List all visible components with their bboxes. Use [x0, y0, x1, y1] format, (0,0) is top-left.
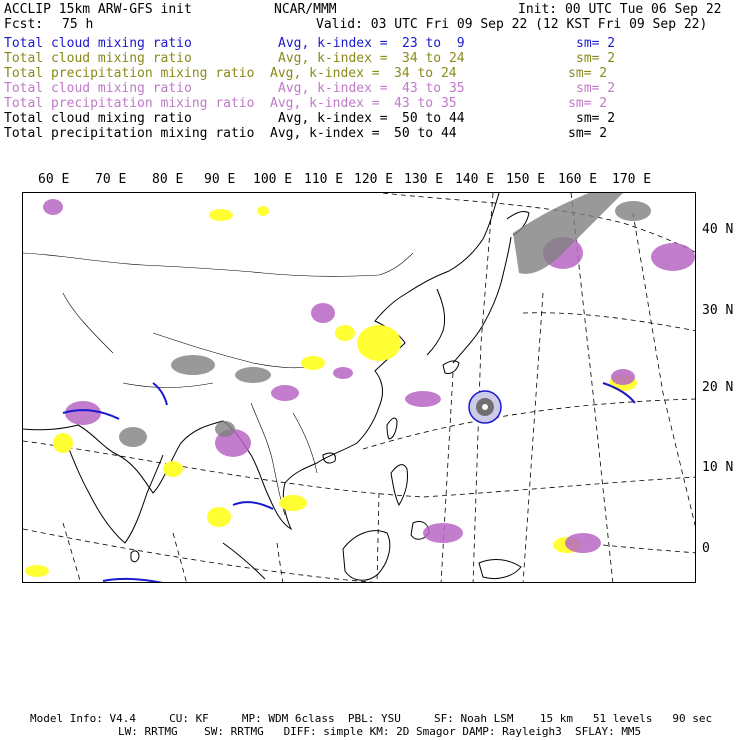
- gray-patch: [235, 367, 271, 383]
- korea-peninsula: [427, 289, 445, 355]
- legend-range: 23 to 9: [402, 36, 465, 51]
- lat-line: [23, 529, 403, 583]
- asia-mainland-coast: [23, 193, 499, 529]
- longitude-label: 160 E: [558, 172, 598, 187]
- model-title: ACCLIP 15km ARW-GFS init: [4, 2, 192, 17]
- gray-patch: [615, 201, 651, 221]
- lon-line: [473, 193, 493, 583]
- latitude-label: 0: [702, 541, 710, 556]
- yellow-patch: [257, 206, 269, 216]
- blue-streak: [233, 502, 273, 509]
- legend-avg: Avg, k-index =: [278, 51, 388, 66]
- yellow-patch: [163, 461, 183, 477]
- gray-patch: [171, 355, 215, 375]
- kyushu: [443, 361, 459, 374]
- map-canvas: [23, 193, 696, 583]
- legend-avg: Avg, k-index =: [278, 111, 388, 126]
- blue-cloud-field: [63, 383, 635, 583]
- longitude-label: 170 E: [612, 172, 652, 187]
- legend-range: 43 to 35: [394, 96, 457, 111]
- lon-line: [441, 373, 453, 583]
- typhoon: [469, 391, 501, 423]
- purple-cloud-field: [43, 199, 695, 553]
- yellow-patch: [25, 565, 49, 577]
- yellow-patch: [335, 325, 355, 341]
- model-info-line-2: LW: RRTMG SW: RRTMG DIFF: simple KM: 2D Smagor DAMP: Rayleigh3 SFLAY: MM5: [118, 725, 642, 738]
- purple-patch: [271, 385, 299, 401]
- blue-streak: [103, 579, 163, 583]
- yellow-patch: [301, 356, 325, 370]
- legend-avg: Avg, k-index =: [278, 36, 388, 51]
- lon-line: [63, 523, 81, 583]
- yellow-patch: [53, 433, 73, 453]
- latitude-label: 20 N: [702, 380, 734, 395]
- purple-patch: [565, 533, 601, 553]
- longitude-label: 70 E: [95, 172, 127, 187]
- longitude-label: 90 E: [204, 172, 236, 187]
- yellow-patch: [279, 495, 307, 511]
- legend-avg: Avg, k-index =: [270, 126, 380, 141]
- longitude-label: 110 E: [304, 172, 344, 187]
- taiwan: [387, 418, 397, 439]
- gray-patch: [215, 421, 235, 437]
- legend-sm: sm= 2: [568, 126, 608, 141]
- yellow-patch: [209, 209, 233, 221]
- legend-field: Total cloud mixing ratio: [4, 81, 192, 96]
- purple-patch: [405, 391, 441, 407]
- legend-field: Total cloud mixing ratio: [4, 51, 192, 66]
- longitude-label: 140 E: [455, 172, 495, 187]
- purple-patch: [65, 401, 101, 425]
- graticule: [23, 193, 696, 583]
- latitude-label: 30 N: [702, 303, 734, 318]
- purple-patch: [43, 199, 63, 215]
- legend-avg: Avg, k-index =: [278, 81, 388, 96]
- legend-range: 34 to 24: [394, 66, 457, 81]
- legend-avg: Avg, k-index =: [270, 96, 380, 111]
- purple-patch: [311, 303, 335, 323]
- legend-field: Total cloud mixing ratio: [4, 36, 192, 51]
- legend-field: Total precipitation mixing ratio: [4, 126, 255, 141]
- purple-patch: [423, 523, 463, 543]
- valid-time: Valid: 03 UTC Fri 09 Sep 22 (12 KST Fri 09 Sep 22): [316, 17, 708, 32]
- forecast-label: Fcst:: [4, 17, 44, 32]
- purple-patch: [651, 243, 695, 271]
- legend-range: 50 to 44: [402, 111, 465, 126]
- forecast-hours: 75 h: [62, 17, 94, 32]
- legend-range: 43 to 35: [402, 81, 465, 96]
- japan-honshu: [453, 237, 511, 363]
- typhoon-eye: [482, 404, 488, 410]
- legend-avg: Avg, k-index =: [270, 66, 380, 81]
- legend-field: Total precipitation mixing ratio: [4, 96, 255, 111]
- lon-line: [523, 293, 543, 583]
- legend-field: Total cloud mixing ratio: [4, 111, 192, 126]
- legend-sm: sm= 2: [576, 111, 616, 126]
- gray-cloud-field: [119, 193, 651, 447]
- model-info-line-1: Model Info: V4.4 CU: KF MP: WDM 6class PBL: YSU SF: Noah LSM 15 km 51 levels 90 sec: [30, 712, 713, 725]
- lon-line: [277, 543, 283, 583]
- lat-line: [23, 441, 696, 497]
- coastlines: [23, 193, 529, 580]
- legend-sm: sm= 2: [576, 36, 616, 51]
- new-guinea: [479, 560, 521, 579]
- legend-sm: sm= 2: [568, 66, 608, 81]
- map-panel: [22, 192, 696, 583]
- legend-sm: sm= 2: [576, 51, 616, 66]
- sri-lanka: [131, 551, 139, 562]
- blue-streak: [153, 383, 167, 405]
- legend-sm: sm= 2: [576, 81, 616, 96]
- legend-range: 34 to 24: [402, 51, 465, 66]
- yellow-patch: [207, 507, 231, 527]
- lat-line: [363, 399, 696, 449]
- philippines-luzon: [391, 465, 408, 505]
- center-label: NCAR/MMM: [274, 2, 337, 17]
- legend-range: 50 to 44: [394, 126, 457, 141]
- purple-patch: [333, 367, 353, 379]
- legend-field: Total precipitation mixing ratio: [4, 66, 255, 81]
- lon-line: [377, 493, 379, 583]
- lat-line: [523, 313, 696, 331]
- borneo: [343, 531, 390, 581]
- latitude-label: 10 N: [702, 460, 734, 475]
- latitude-label: 40 N: [702, 222, 734, 237]
- yellow-patch: [357, 325, 401, 361]
- gray-patch: [119, 427, 147, 447]
- longitude-label: 80 E: [152, 172, 184, 187]
- longitude-label: 60 E: [38, 172, 70, 187]
- longitude-label: 120 E: [354, 172, 394, 187]
- borders: [23, 253, 413, 515]
- longitude-label: 130 E: [404, 172, 444, 187]
- init-time: Init: 00 UTC Tue 06 Sep 22: [518, 2, 722, 17]
- legend-sm: sm= 2: [568, 96, 608, 111]
- longitude-label: 100 E: [253, 172, 293, 187]
- sumatra: [223, 543, 265, 579]
- purple-patch: [611, 369, 635, 385]
- longitude-label: 150 E: [506, 172, 546, 187]
- lat-line: [603, 545, 696, 553]
